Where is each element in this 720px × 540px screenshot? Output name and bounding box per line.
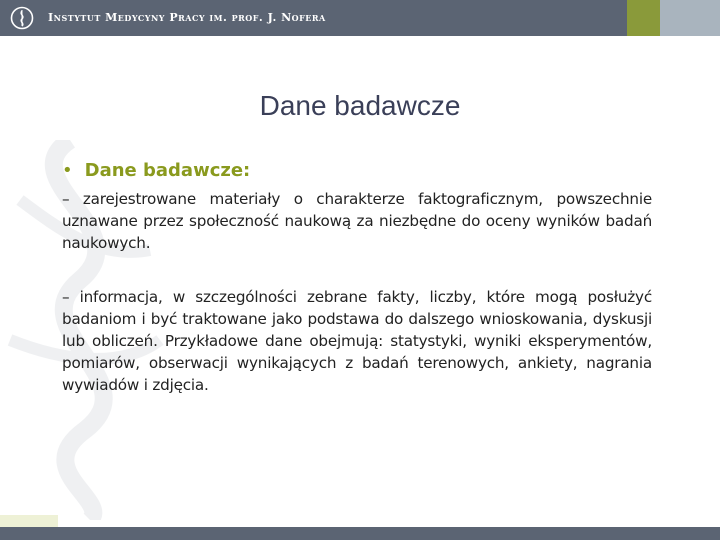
slide-title: Dane badawcze bbox=[259, 90, 461, 121]
footer-accent-block bbox=[0, 515, 58, 527]
bullet-heading bbox=[62, 160, 250, 181]
institute-logo-icon bbox=[10, 6, 34, 30]
footer-bar bbox=[0, 527, 720, 540]
header-accent-block bbox=[627, 0, 660, 36]
paragraph-definition-1: – zarejestrowane materiały o charakterze faktograficznym, powszechnie uznawane przez społeczność naukową za niezbędne do oceny wyników badań naukowych. bbox=[62, 190, 652, 252]
bullet-dot-icon: • bbox=[62, 160, 73, 181]
header-institution-name: Instytut Medycyny Pracy im. prof. J. Nofera bbox=[48, 11, 326, 24]
header-right-block bbox=[660, 0, 720, 36]
bullet-heading-text: Dane badawcze: bbox=[84, 160, 251, 181]
paragraph-definition-2: – informacja, w szczególności zebrane fakty, liczby, które mogą posłużyć badaniom i być traktowane jako podstawa do dalszego wnioskowania, dyskusji lub obliczeń. Przykładowe dane obejmują: statystyki, wyniki eksperymentów, pomiarów, obserwacji wynikających z badań terenowych, ankiety, nagrania wywiadów i zdjęcia. bbox=[62, 288, 652, 394]
